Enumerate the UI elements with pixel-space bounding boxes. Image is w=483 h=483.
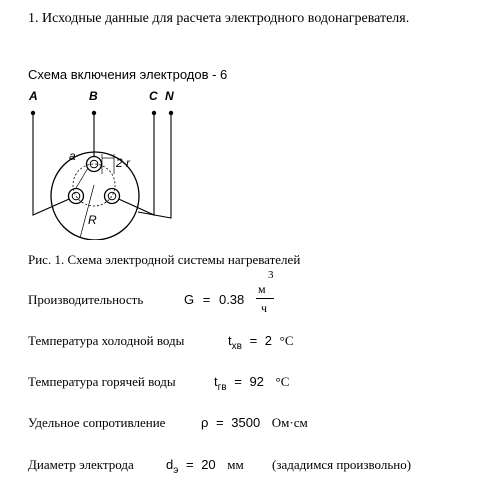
electrode-diagram [14,88,204,240]
hot-water-eq: = [234,374,242,389]
diameter-eq: = [185,457,194,472]
hot-water-sub: гв [217,382,227,393]
param-hot-water-formula [214,374,290,393]
diameter-symbol: d [166,457,174,472]
param-productivity-formula [184,293,244,306]
productivity-value: 0.38 [218,292,245,307]
figure-caption: Рис. 1. Схема электродной системы нагревателей [28,252,301,267]
resistivity-eq: = [216,415,224,430]
cold-water-value: 2 [264,333,273,348]
param-diameter-note: (зададимся произвольно) [272,457,412,472]
hot-water-value: 92 [249,374,264,389]
productivity-unit-den: ч [261,301,268,315]
cold-water-eq: = [249,333,258,348]
scheme-title: Схема включения электродов - 6 [28,67,228,82]
param-hot-water-label: Температура горячей воды [28,374,176,389]
productivity-unit-sup: 3 [268,269,274,281]
label-a: a [69,149,76,163]
param-resistivity-formula [201,416,308,429]
electrode-a [69,189,84,204]
cold-water-sub: хв [231,341,242,352]
productivity-unit-num: м [258,282,266,296]
diameter-sub: э [173,465,179,476]
label-2r: 2 r [116,156,131,170]
document-heading: 1. Исходные данные для расчета электродного водонагревателя. [28,11,410,26]
terminal-label-a: A [29,89,38,103]
hot-water-symbol: t [214,374,218,389]
productivity-unit-fraction [256,270,276,314]
electrode-c [105,189,120,204]
param-resistivity-label: Удельное сопротивление [28,415,166,430]
productivity-eq: = [202,292,211,307]
diameter-value: 20 [201,457,216,472]
resistivity-symbol: ρ [201,415,209,430]
terminal-label-n: N [165,89,174,103]
productivity-symbol: G [184,292,195,307]
fraction-bar [256,298,274,299]
terminal-label-c: C [149,89,158,103]
param-diameter-label: Диаметр электрода [28,457,134,472]
param-diameter-formula [166,457,244,476]
electrode-b [87,157,102,172]
resistivity-unit: Ом·см [271,415,308,430]
resistivity-value: 3500 [231,415,261,430]
terminal-label-b: B [89,89,98,103]
param-productivity-label: Производительность [28,292,144,307]
hot-water-unit: °C [275,374,290,389]
label-r: R [88,213,97,227]
param-cold-water-label: Температура холодной воды [28,333,185,348]
diameter-unit: мм [227,457,244,472]
dimension-a-line [76,168,88,188]
param-cold-water-formula [228,333,294,352]
cold-water-unit: °C [279,333,294,348]
cold-water-symbol: t [228,333,232,348]
